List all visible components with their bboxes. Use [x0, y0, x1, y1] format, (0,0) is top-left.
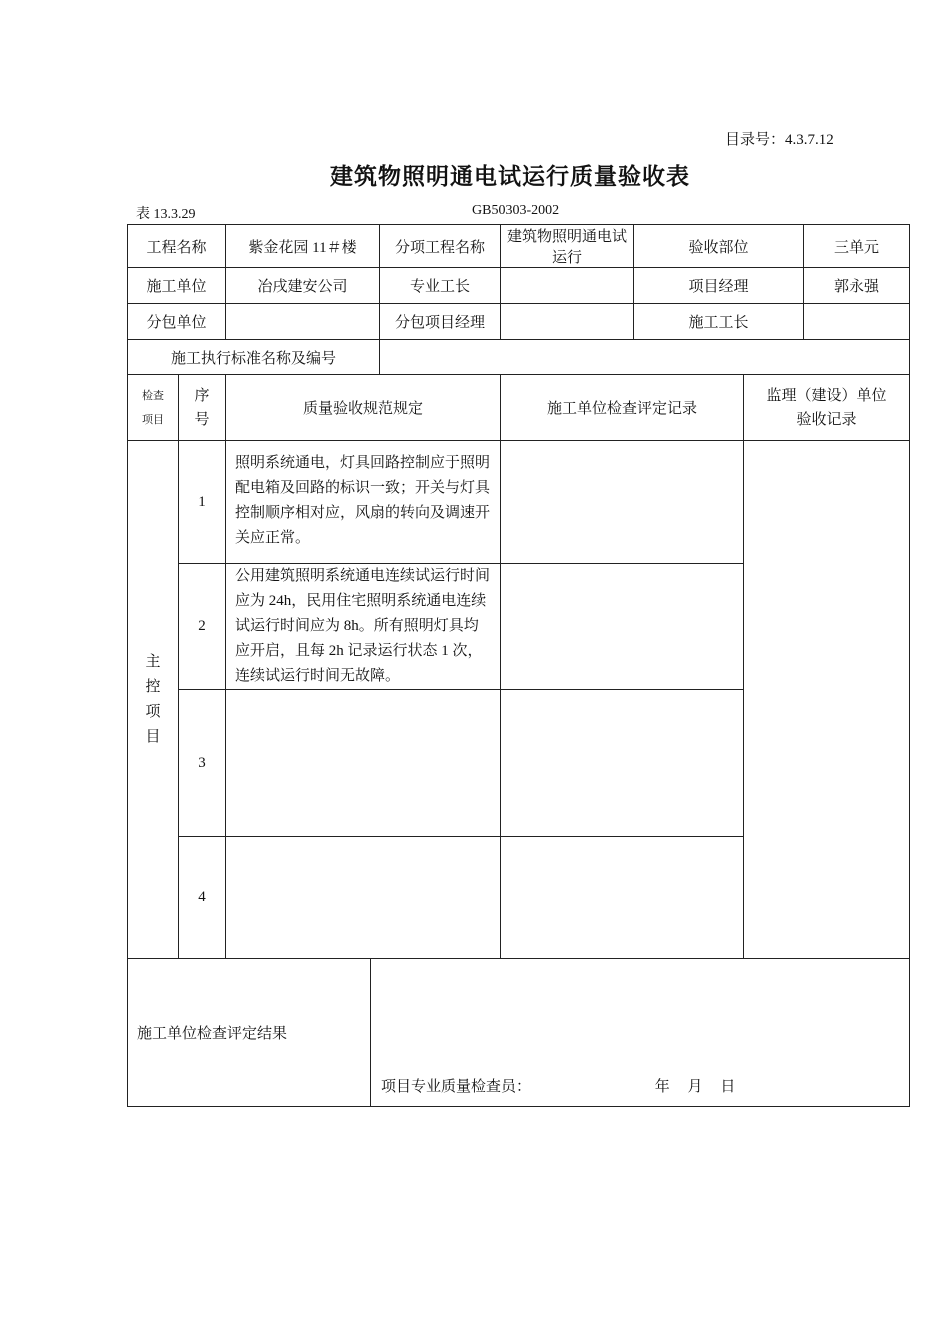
- project-name-label: 工程名称: [128, 225, 226, 268]
- check-item-header: [128, 375, 179, 441]
- spec-header: 质量验收规范规定: [226, 375, 501, 441]
- result-cell[interactable]: [371, 959, 910, 1107]
- main-control-char: 目: [145, 728, 161, 745]
- item-number: 1: [179, 441, 226, 564]
- table-number: 表 13.3.29: [136, 207, 196, 222]
- main-control-label: [128, 441, 179, 959]
- item-requirement: 公用建筑照明系统通电连续试运行时间应为 24h，民用住宅照明系统通电连续试运行时间应为 8h。所有照明灯具均应开启，且每 2h 记录运行状态 1 次，连续试运行时间无故障。: [226, 564, 501, 690]
- item-number: 4: [179, 837, 226, 959]
- subcontractor-value[interactable]: [226, 304, 380, 340]
- form-title: 建筑物照明通电试运行质量验收表: [330, 164, 690, 189]
- catalog-number: 目录号：4.3.7.12: [725, 132, 834, 148]
- foreman-value[interactable]: [501, 268, 634, 304]
- acceptance-table: [127, 224, 910, 1107]
- seq-header-line2: 号: [194, 411, 210, 428]
- main-control-char: 控: [145, 678, 161, 695]
- day-label: 日: [720, 1079, 736, 1095]
- contractor-value[interactable]: 冶戌建安公司: [226, 268, 380, 304]
- table-row: [128, 441, 910, 564]
- sub-pm-label: 分包项目经理: [380, 304, 501, 340]
- foreman-label: 专业工长: [380, 268, 501, 304]
- contractor-record-header: 施工单位检查评定记录: [501, 375, 744, 441]
- result-label: 施工单位检查评定结果: [128, 959, 371, 1107]
- month-label: 月: [687, 1079, 703, 1095]
- accept-part-value[interactable]: 三单元: [804, 225, 910, 268]
- supervisor-record-header-line2: 验收记录: [796, 411, 857, 428]
- check-item-header-line1: 检查: [142, 389, 164, 402]
- inspector-label: 项目专业质量检查员：: [381, 1079, 532, 1095]
- item-number: 2: [179, 564, 226, 690]
- exec-standard-value[interactable]: [380, 340, 910, 375]
- seq-header-line1: 序: [194, 387, 210, 404]
- sub-project-label: 分项工程名称: [380, 225, 501, 268]
- item-record[interactable]: [501, 837, 744, 959]
- contractor-label: 施工单位: [128, 268, 226, 304]
- check-item-header-line2: 项目: [142, 413, 164, 426]
- accept-part-label: 验收部位: [634, 225, 804, 268]
- year-label: 年: [654, 1079, 670, 1095]
- pm-label: 项目经理: [634, 268, 804, 304]
- site-leader-value[interactable]: [804, 304, 910, 340]
- item-record[interactable]: [501, 690, 744, 837]
- supervisor-record-cell[interactable]: [744, 441, 910, 959]
- item-record[interactable]: [501, 564, 744, 690]
- exec-standard-label: 施工执行标准名称及编号: [128, 340, 380, 375]
- main-control-char: 项: [145, 703, 161, 720]
- sub-project-value[interactable]: 建筑物照明通电试运行: [501, 225, 634, 268]
- item-number: 3: [179, 690, 226, 837]
- standard-code: GB50303-2002: [472, 203, 560, 218]
- item-requirement: [226, 690, 501, 837]
- sub-pm-value[interactable]: [501, 304, 634, 340]
- subcontractor-label: 分包单位: [128, 304, 226, 340]
- pm-value[interactable]: 郭永强: [804, 268, 910, 304]
- item-requirement: [226, 837, 501, 959]
- date-fields: [655, 1075, 736, 1096]
- project-name-value[interactable]: 紫金花园 11＃楼: [226, 225, 380, 268]
- item-record[interactable]: [501, 441, 744, 564]
- supervisor-record-header: [744, 375, 910, 441]
- item-requirement: 照明系统通电，灯具回路控制应于照明配电箱及回路的标识一致；开关与灯具控制顺序相对应，风扇的转向及调速开关应正常。: [226, 441, 501, 564]
- supervisor-record-header-line1: 监理（建设）单位: [766, 387, 887, 404]
- main-control-char: 主: [145, 653, 161, 670]
- seq-header: [179, 375, 226, 441]
- site-leader-label: 施工工长: [634, 304, 804, 340]
